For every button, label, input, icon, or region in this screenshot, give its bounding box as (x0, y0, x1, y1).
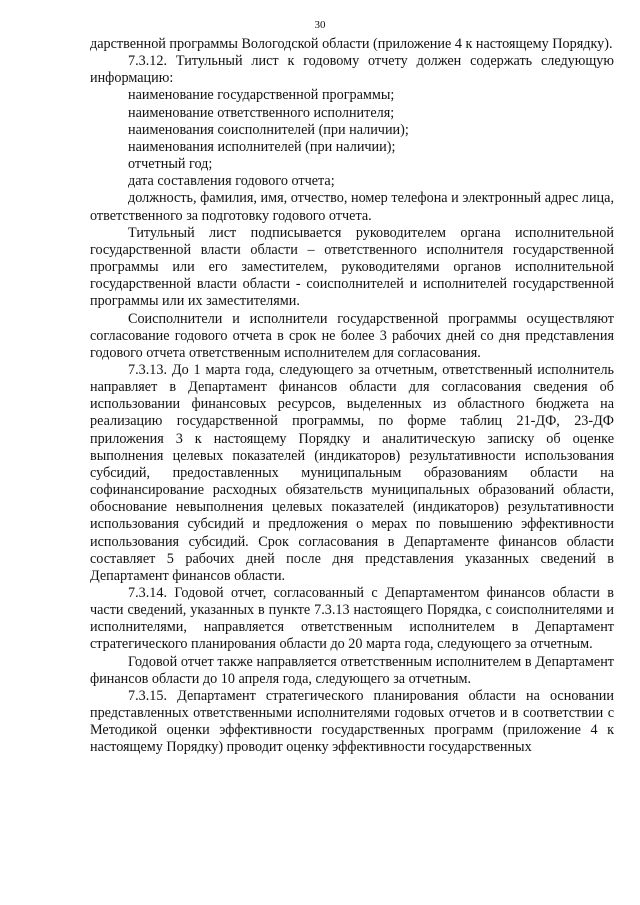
list-item: наименования соисполнителей (при наличии); (128, 121, 409, 138)
paragraph-continuation: дарственной программы Вологодской области (приложение 4 к настоящему Порядку). (90, 36, 613, 52)
paragraph-title-page-signature: Титульный лист подписывается руководителем органа исполнительной государственной власти области – ответственного исполнителя государственной программы или его заместителем, руководителями органов исполнительной государственной власти области - соисполнителей и исполнителей государственной программы или их заместителями. (90, 224, 614, 310)
list-item: должность, фамилия, имя, отчество, номер телефона и электронный адрес лица, ответственного за подготовку годового отчета. (90, 190, 614, 224)
paragraph-annual-report-finance: Годовой отчет также направляется ответственным исполнителем в Департамент финансов области до 10 апреля года, следующего за отчетным. (90, 653, 614, 687)
list-item: наименования исполнителей (при наличии); (128, 138, 396, 155)
paragraph-7-3-15: 7.3.15. Департамент стратегического планирования области на основании представленных ответственными исполнителями годовых отчетов и в соответствии с Методикой оценки эффективности государственных программ (приложение 4 к настоящему Порядку) проводит оценку эффективности государственных (90, 687, 614, 756)
paragraph-7-3-14: 7.3.14. Годовой отчет, согласованный с Департаментом финансов области в части сведений, указанных в пункте 7.3.13 настоящего Порядка, с соисполнителями и исполнителями, направляется ответственным исполнителем в Департамент стратегического планирования области до 20 марта года, следующего за отчетным. (90, 585, 614, 653)
list-item: наименование ответственного исполнителя; (128, 104, 395, 121)
list-item: наименование государственной программы; (128, 87, 395, 104)
list-item: дата составления годового отчета; (128, 173, 335, 190)
page-number: 30 (314, 19, 326, 31)
paragraph-7-3-13: 7.3.13. До 1 марта года, следующего за отчетным, ответственный исполнитель направляет в Департамент финансов области для согласования сведения об использовании финансовых ресурсов, выделенных из областного бюджета на реализацию государственной программы, по форме таблиц 21-ДФ, 23-ДФ приложения 3 к настоящему Порядку и аналитическую записку об оценке выполнения целевых показателей (индикаторов) результативности использования субсидий, предоставленных муниципальным образованиям области на софинансирование расходных обязательств муниципальных образований области, обоснование невыполнения целевых показателей (индикаторов) результативности использования субсидий и предложения о мерах по повышению эффективности использования субсидий. Срок согласования в Департаменте финансов области составляет 5 рабочих дней после дня представления указанных сведений в Департамент финансов области. (90, 361, 614, 584)
document-body (90, 36, 614, 757)
list-item: отчетный год; (128, 156, 213, 173)
paragraph-7-3-12: 7.3.12. Титульный лист к годовому отчету должен содержать следующую информацию: (90, 53, 614, 87)
paragraph-coexecutors-approval: Соисполнители и исполнители государственной программы осуществляют согласование годового отчета в срок не более 3 рабочих дней со дня представления годового отчета ответственным исполнителем для согласования. (90, 310, 614, 361)
